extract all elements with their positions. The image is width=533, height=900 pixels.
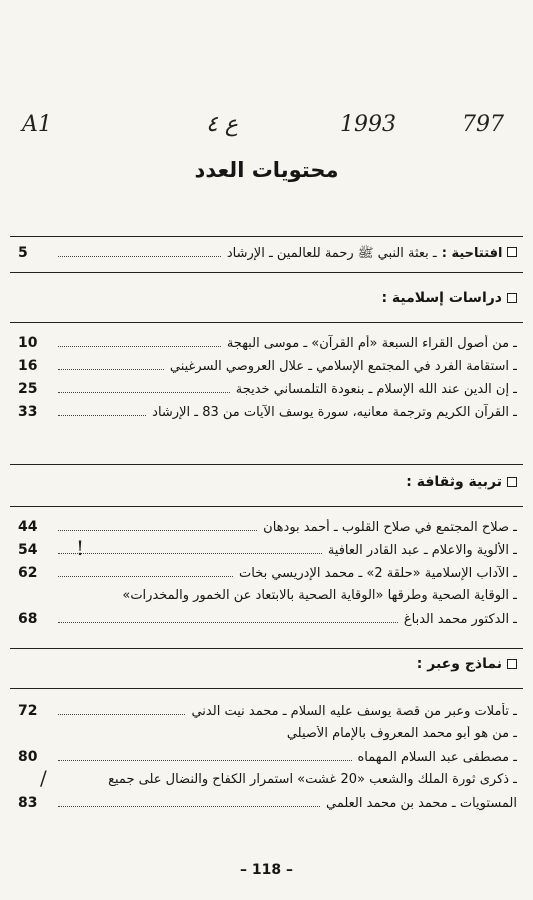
toc-entry: ـ الألوية والاعلام ـ عبد القادر العافية 54 [18,542,517,558]
section-heading-editorial: افتتاحية : [442,246,517,261]
toc-entry: ـ من أصول القراء السبعة «أم القرآن» ـ موسى البهجة 10 [18,335,517,351]
divider [10,464,523,465]
divider [10,648,523,649]
toc-entry: ـ الوقاية الصحية وطرقها «الوقاية الصحية بالابتعاد عن الخمور والمخدرات» [122,588,517,603]
divider [10,506,523,507]
entry-page: 5 [18,245,28,261]
toc-entry: ـ القرآن الكريم وترجمة معانيه، سورة يوسف الآيات من 83 ـ الإرشاد 33 [18,404,517,420]
page-number: – 118 – [240,862,293,878]
section-heading-islamic-studies: دراسات إسلامية : [381,290,517,306]
toc-entry: ـ من هو أبو محمد المعروف بالإمام الأصيلي [286,726,517,741]
dot-leader [58,256,221,257]
handwritten-number: 797 [462,112,504,137]
toc-entry: ـ الآداب الإسلامية «حلقة 2» ـ محمد الإدريسي بخات 62 [18,565,517,581]
checkbox-icon [507,293,517,303]
page-title: محتويات العدد [194,158,339,182]
divider [10,688,523,689]
handwritten-code: A1 [22,112,52,137]
margin-mark: / [40,766,47,790]
toc-entry: ـ مصطفى عبد السلام المهماه 80 [18,749,517,765]
checkbox-icon [507,659,517,669]
toc-entry: ـ تأملات وعبر من قصة يوسف عليه السلام ـ محمد نيت الدني 72 [18,703,517,719]
handwritten-year: 1993 [340,112,396,137]
divider [10,322,523,323]
toc-entry: ـ صلاح المجتمع في صلاح القلوب ـ أحمد بودهان 44 [18,519,517,535]
toc-entry: المستويات ـ محمد بن محمد العلمي 83 [18,795,517,811]
divider [10,272,523,273]
section-heading-education-culture: تربية وثقافة : [406,474,517,490]
toc-entry-editorial [18,245,517,264]
toc-entry: ـ الدكتور محمد الدباغ 68 [18,611,517,627]
margin-mark: ! [76,536,85,560]
checkbox-icon [507,477,517,487]
section-heading-models-lessons: نماذج وعبر : [417,656,517,672]
divider [10,236,523,237]
entry-text: ـ بعثة النبي ﷺ رحمة للعالمين ـ الإرشاد [226,246,437,261]
toc-entry: ـ استقامة الفرد في المجتمع الإسلامي ـ علال العروصي السرغيني 16 [18,358,517,374]
handwritten-issue: ع ٤ [206,112,238,137]
toc-entry: ـ ذكرى ثورة الملك والشعب «20 غشت» استمرار الكفاح والنضال على جميع [108,772,517,787]
checkbox-icon [507,247,517,257]
toc-entry: ـ إن الدين عند الله الإسلام ـ بنعودة التلمساني خديجة 25 [18,381,517,397]
